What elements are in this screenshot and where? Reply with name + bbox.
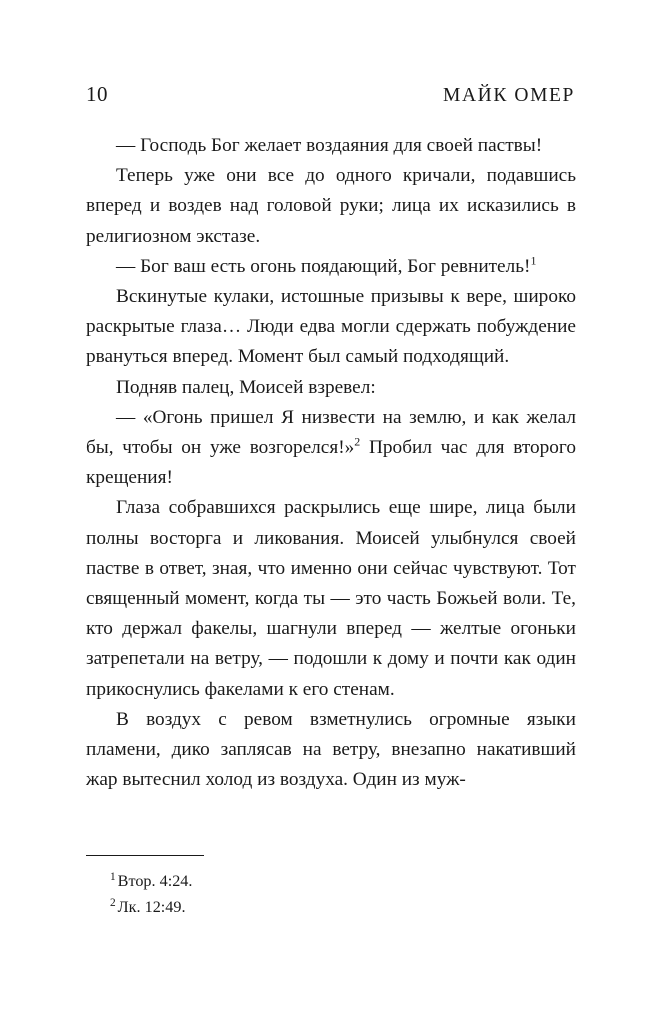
page-number: 10 bbox=[86, 82, 108, 106]
paragraph: Вскинутые кулаки, истошные призывы к вере, широко раскрытые глаза… Люди едва могли сдержать побуждение рвануться вперед. Момент был самый подходящий. bbox=[86, 286, 576, 368]
paragraph-with-footnote bbox=[86, 252, 576, 282]
running-head-title: МАЙК ОМЕР bbox=[443, 85, 575, 106]
footnote-item bbox=[86, 894, 576, 920]
footnotes-area bbox=[86, 868, 576, 920]
paragraph-text: — Бог ваш есть огонь поядающий, Бог ревнитель! bbox=[116, 255, 531, 277]
footnote-number: 2 bbox=[110, 896, 116, 909]
paragraph: Теперь уже они все до одного кричали, подавшись вперед и воздев над головой руки; лица их исказились в религиозном экстазе. bbox=[86, 165, 576, 247]
footnote-text: Лк. 12:49. bbox=[117, 898, 186, 916]
paragraph-with-footnote bbox=[86, 403, 576, 494]
footnote-number: 1 bbox=[110, 870, 116, 883]
page-body bbox=[86, 131, 576, 795]
footnote-text: Втор. 4:24. bbox=[117, 872, 193, 890]
paragraph-text-tail: Пробил час для второго крещения! bbox=[86, 437, 576, 489]
paragraph-text-quote: — «Огонь пришел Я низвести на землю, и как желал бы, чтобы он уже возгорелся!»$^2$ Пробил час для второго крещения! bbox=[86, 406, 576, 489]
footnote-item bbox=[86, 868, 576, 894]
paragraph: Подняв палец, Моисей взревел: bbox=[116, 376, 376, 398]
running-head bbox=[86, 82, 575, 107]
paragraph: В воздух с ревом взметнулись огромные языки пламени, дико заплясав на ветру, внезапно накативший жар вытеснил холод из воздуха. Один из муж- bbox=[86, 708, 576, 791]
footnote-marker-2[interactable]: 2 bbox=[354, 434, 361, 449]
paragraph: — Господь Бог желает воздаяния для своей паствы! bbox=[116, 135, 543, 156]
paragraph: Глаза собравшихся раскрылись еще шире, лица были полны восторга и ликования. Моисей улыбнулся своей пастве в ответ, зная, что именно они сейчас чувствуют. Тот священный момент, когда ты — это часть Божьей воли. Те, кто держал факелы, шагнули вперед — желтые огоньки затрепетали на ветру, — подошли к дому и почти как один прикоснулись факелами к его стенам. bbox=[86, 497, 576, 700]
footnote-marker-1[interactable]: 1 bbox=[530, 253, 537, 268]
footnote-separator bbox=[86, 855, 204, 856]
